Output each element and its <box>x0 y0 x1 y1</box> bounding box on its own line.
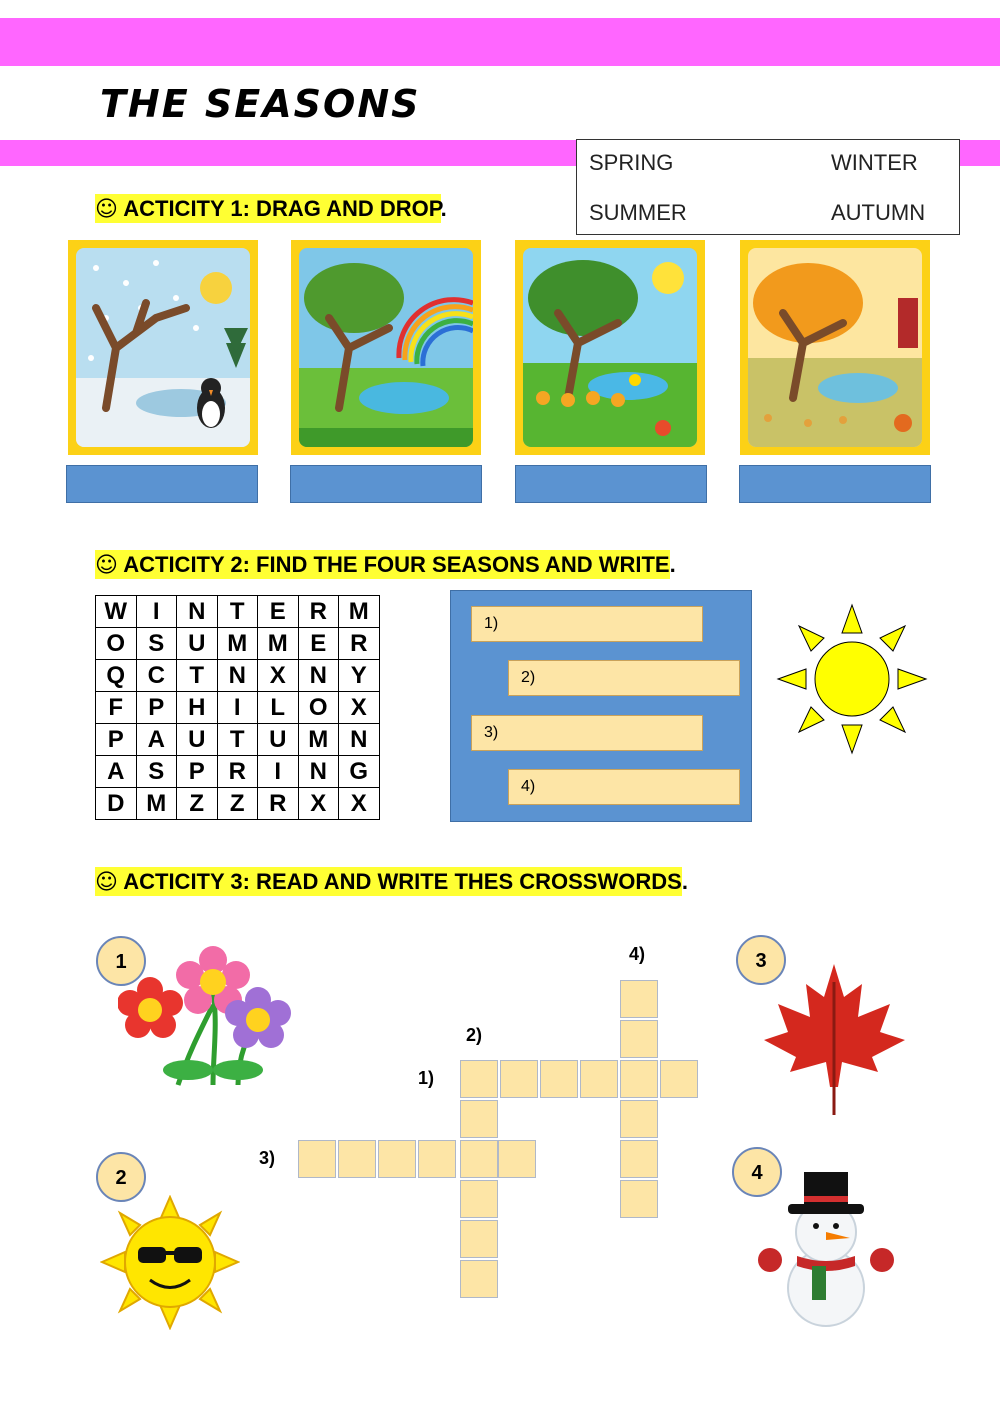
crossword-cell[interactable] <box>620 980 658 1018</box>
word-search-cell[interactable]: R <box>339 628 380 660</box>
word-search-cell[interactable]: I <box>217 692 258 724</box>
spring-scene-icon <box>299 248 473 447</box>
word-search-row <box>96 596 380 628</box>
word-search-cell[interactable]: P <box>136 692 177 724</box>
word-search-cell[interactable]: N <box>217 660 258 692</box>
word-search-cell[interactable]: T <box>217 596 258 628</box>
crossword-cell[interactable] <box>498 1140 536 1178</box>
word-search-cell[interactable]: M <box>298 724 339 756</box>
word-bank <box>576 139 960 235</box>
word-search-row <box>96 660 380 692</box>
smiley-icon: ☺ <box>95 553 118 578</box>
drop-box-3[interactable] <box>515 465 707 503</box>
winter-scene-icon <box>76 248 250 447</box>
word-search-row <box>96 756 380 788</box>
word-search-cell[interactable]: M <box>258 628 299 660</box>
word-search-cell[interactable]: Z <box>177 788 218 820</box>
picture-number-2: 2 <box>96 1152 146 1202</box>
picture-number-1: 1 <box>96 936 146 986</box>
word-bank-item[interactable]: WINTER <box>831 150 918 175</box>
spring-picture <box>291 240 481 455</box>
crossword-cell[interactable] <box>540 1060 578 1098</box>
picture-number-3: 3 <box>736 935 786 985</box>
activity-3-title: ACTICITY 3: READ AND WRITE THES CROSSWORDS <box>123 869 682 894</box>
word-search-cell[interactable]: I <box>258 756 299 788</box>
word-search-cell[interactable]: E <box>258 596 299 628</box>
word-search-cell[interactable]: X <box>258 660 299 692</box>
word-search-cell[interactable]: Y <box>339 660 380 692</box>
word-search-cell[interactable]: R <box>258 788 299 820</box>
word-search-cell[interactable]: P <box>177 756 218 788</box>
crossword-clue-1: 1) <box>418 1068 435 1088</box>
top-pink-band <box>0 18 1000 66</box>
drop-box-4[interactable] <box>739 465 931 503</box>
summer-picture <box>515 240 705 455</box>
word-search-cell[interactable]: T <box>217 724 258 756</box>
word-search-cell[interactable]: W <box>96 596 137 628</box>
answer-panel <box>450 590 752 822</box>
picture-number-4: 4 <box>732 1147 782 1197</box>
word-search-cell[interactable]: N <box>177 596 218 628</box>
crossword-cell[interactable] <box>460 1140 498 1178</box>
word-search-row <box>96 724 380 756</box>
word-search-cell[interactable]: A <box>96 756 137 788</box>
activity-1-heading <box>95 196 447 222</box>
crossword-cell[interactable] <box>620 1060 658 1098</box>
answer-slot-3[interactable]: 3) <box>471 715 703 751</box>
word-search-cell[interactable]: X <box>339 788 380 820</box>
activity-3-heading <box>95 869 688 895</box>
heading-period: . <box>681 869 688 894</box>
sun-sunglasses-icon <box>100 1195 240 1330</box>
winter-picture <box>68 240 258 455</box>
word-search-cell[interactable]: C <box>136 660 177 692</box>
crossword-cell[interactable] <box>580 1060 618 1098</box>
word-search-cell[interactable]: X <box>298 788 339 820</box>
crossword-clue-3: 3) <box>259 1148 276 1168</box>
flowers-icon <box>118 945 293 1090</box>
word-bank-item[interactable]: AUTUMN <box>831 200 926 225</box>
word-search-grid <box>95 595 380 820</box>
word-search-cell[interactable]: O <box>298 692 339 724</box>
summer-scene-icon <box>523 248 697 447</box>
word-search-cell[interactable]: I <box>136 596 177 628</box>
answer-slot-1[interactable]: 1) <box>471 606 703 642</box>
activity-2-heading <box>95 552 676 578</box>
crossword-cell[interactable] <box>620 1020 658 1058</box>
crossword-cell[interactable] <box>500 1060 538 1098</box>
word-search-cell[interactable]: D <box>96 788 137 820</box>
word-search-cell[interactable]: A <box>136 724 177 756</box>
crossword-clue-2: 2) <box>466 1025 483 1045</box>
word-search-row <box>96 692 380 724</box>
word-search-cell[interactable]: F <box>96 692 137 724</box>
word-search-cell[interactable]: Q <box>96 660 137 692</box>
crossword-cell[interactable] <box>378 1140 416 1178</box>
drop-box-1[interactable] <box>66 465 258 503</box>
word-search-cell[interactable]: E <box>298 628 339 660</box>
crossword-cell[interactable] <box>460 1220 498 1258</box>
word-search-cell[interactable]: M <box>217 628 258 660</box>
smiley-icon: ☺ <box>95 197 118 222</box>
sun-icon <box>776 603 928 755</box>
word-search-cell[interactable]: S <box>136 756 177 788</box>
heading-period: . <box>440 196 447 221</box>
crossword-cell[interactable] <box>620 1100 658 1138</box>
crossword-cell[interactable] <box>660 1060 698 1098</box>
activity-2-title: ACTICITY 2: FIND THE FOUR SEASONS AND WRITE <box>123 552 670 577</box>
word-search-cell[interactable]: H <box>177 692 218 724</box>
word-search-cell[interactable]: N <box>298 660 339 692</box>
drop-box-2[interactable] <box>290 465 482 503</box>
word-search-cell[interactable]: S <box>136 628 177 660</box>
smiley-icon: ☺ <box>95 870 118 895</box>
word-search-cell[interactable]: U <box>177 628 218 660</box>
crossword-cell[interactable] <box>418 1140 456 1178</box>
word-search-cell[interactable]: P <box>96 724 137 756</box>
crossword-cell[interactable] <box>460 1180 498 1218</box>
word-search-cell[interactable]: X <box>339 692 380 724</box>
crossword-clue-4: 4) <box>629 944 646 964</box>
autumn-picture <box>740 240 930 455</box>
crossword-cell[interactable] <box>460 1100 498 1138</box>
word-bank-item[interactable]: SUMMER <box>589 200 687 225</box>
word-search-cell[interactable]: N <box>339 724 380 756</box>
word-search-cell[interactable]: M <box>339 596 380 628</box>
word-search-cell[interactable]: O <box>96 628 137 660</box>
worksheet-title: THE SEASONS <box>100 82 421 126</box>
word-search-cell[interactable]: U <box>258 724 299 756</box>
crossword-cell[interactable] <box>460 1060 498 1098</box>
word-search-cell[interactable]: U <box>177 724 218 756</box>
heading-period: . <box>669 552 676 577</box>
word-search-row <box>96 628 380 660</box>
activity-1-title: ACTICITY 1: DRAG AND DROP <box>123 196 441 221</box>
snowman-icon <box>752 1170 900 1328</box>
word-search-cell[interactable]: G <box>339 756 380 788</box>
crossword-cell[interactable] <box>338 1140 376 1178</box>
word-search-cell[interactable]: N <box>298 756 339 788</box>
word-bank-item[interactable]: SPRING <box>589 150 674 175</box>
word-search-cell[interactable]: M <box>136 788 177 820</box>
autumn-scene-icon <box>748 248 922 447</box>
maple-leaf-icon <box>762 962 907 1117</box>
crossword-cell[interactable] <box>620 1140 658 1178</box>
word-search-cell[interactable]: R <box>217 756 258 788</box>
crossword-cell[interactable] <box>620 1180 658 1218</box>
word-search-row <box>96 788 380 820</box>
crossword-cell[interactable] <box>298 1140 336 1178</box>
answer-slot-2[interactable]: 2) <box>508 660 740 696</box>
word-search-cell[interactable]: Z <box>217 788 258 820</box>
crossword-cell[interactable] <box>460 1260 498 1298</box>
word-search-cell[interactable]: L <box>258 692 299 724</box>
word-search-cell[interactable]: R <box>298 596 339 628</box>
word-search-cell[interactable]: T <box>177 660 218 692</box>
answer-slot-4[interactable]: 4) <box>508 769 740 805</box>
